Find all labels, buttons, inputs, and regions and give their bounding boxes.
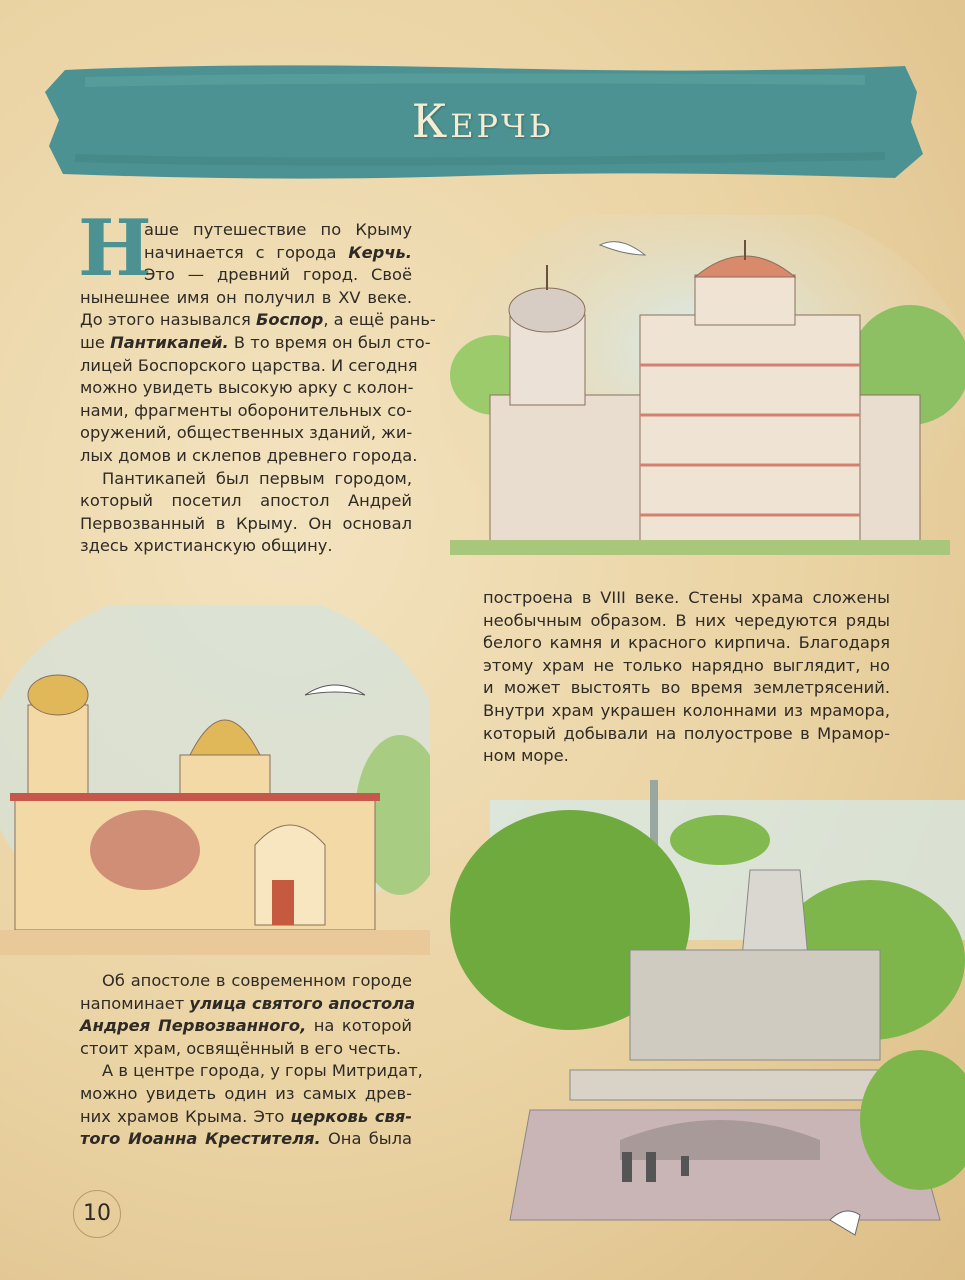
text-line bbox=[80, 309, 436, 332]
text-line bbox=[80, 445, 418, 468]
text-line bbox=[80, 993, 416, 1016]
text-line bbox=[80, 422, 412, 445]
text-segment: необычным образом. В них чередуются ряды bbox=[483, 610, 890, 630]
text-segment: Внутри храм украшен колоннами из мрамора, bbox=[483, 700, 890, 720]
text-segment: них храмов Крыма. Это bbox=[80, 1106, 291, 1126]
text-segment: Первозванный в Крыму. Он основал bbox=[80, 513, 412, 533]
text-line bbox=[80, 1015, 412, 1038]
page-title: Керчь bbox=[411, 94, 554, 148]
text-segment: этому храм не только нарядно выглядит, но bbox=[483, 655, 890, 675]
text-line bbox=[80, 1038, 412, 1061]
text-line bbox=[483, 587, 890, 610]
text-line bbox=[80, 535, 412, 558]
text-line bbox=[80, 468, 412, 491]
text-segment: лицей Боспорского царства. И сегодня bbox=[80, 355, 418, 375]
text-segment: который добывали на полуострове в Мрамор- bbox=[483, 723, 890, 743]
drop-cap: Н bbox=[78, 203, 152, 294]
church-description-text bbox=[483, 587, 890, 768]
text-segment: ном море. bbox=[483, 746, 569, 766]
text-segment: Она была bbox=[320, 1129, 412, 1149]
mithridates-stairs-illustration bbox=[450, 780, 965, 1250]
text-segment: который посетил апостол Андрей bbox=[80, 491, 412, 511]
text-segment: Пантикапей был первым городом, bbox=[102, 468, 412, 488]
text-segment: ше bbox=[80, 332, 111, 352]
text-segment: Об апостоле в современном городе bbox=[102, 971, 412, 990]
text-segment: В то время он был сто- bbox=[228, 332, 431, 352]
text-segment: стоит храм, освящённый в его честь. bbox=[80, 1038, 402, 1058]
church-andrew-illustration bbox=[0, 605, 430, 955]
text-line bbox=[80, 377, 412, 400]
text-segment: нынешнее имя он получил в XV веке. bbox=[80, 287, 412, 307]
emphasized-term: Пантикапей. bbox=[110, 332, 229, 352]
text-line bbox=[483, 632, 890, 655]
text-segment: аше путешествие по Крыму bbox=[144, 220, 412, 239]
text-segment: напоминает bbox=[80, 993, 190, 1013]
text-line bbox=[80, 513, 412, 536]
intro-text bbox=[80, 219, 436, 558]
text-line bbox=[80, 219, 412, 242]
text-segment: и может выстоять во время землетрясений. bbox=[483, 678, 890, 698]
text-line bbox=[80, 355, 418, 378]
text-segment: на которой bbox=[306, 1016, 412, 1036]
text-line bbox=[483, 700, 890, 723]
text-line bbox=[80, 490, 412, 513]
emphasized-term: церковь свя- bbox=[290, 1106, 412, 1126]
text-segment: построена в VIII веке. Стены храма сложены bbox=[483, 588, 890, 607]
text-segment: можно увидеть высокую арку с колон- bbox=[80, 378, 414, 398]
text-line bbox=[80, 242, 412, 265]
text-line bbox=[80, 400, 412, 423]
text-segment: начинается с города bbox=[144, 242, 349, 262]
text-segment: белого камня и красного кирпича. Благодаря bbox=[483, 633, 890, 653]
text-segment: оружений, общественных зданий, жи- bbox=[80, 423, 413, 443]
text-line bbox=[80, 287, 412, 310]
emphasized-term: того Иоанна Крестителя. bbox=[80, 1129, 321, 1149]
text-segment: лых домов и склепов древнего города. bbox=[80, 445, 418, 465]
text-line bbox=[483, 723, 890, 746]
text-line bbox=[80, 1106, 412, 1129]
page-number: 10 bbox=[73, 1190, 121, 1238]
text-line bbox=[80, 1083, 412, 1106]
text-line bbox=[80, 1128, 412, 1151]
emphasized-term: Андрея Первозванного, bbox=[80, 1016, 307, 1036]
text-segment: нами, фрагменты оборонительных со- bbox=[80, 400, 412, 420]
text-line bbox=[483, 610, 890, 633]
text-segment: До этого назывался bbox=[80, 310, 256, 330]
church-john-baptist-illustration bbox=[440, 215, 965, 575]
text-line bbox=[80, 264, 412, 287]
text-line bbox=[80, 332, 431, 355]
text-line bbox=[80, 1060, 423, 1083]
emphasized-term: улица святого апостола bbox=[189, 993, 416, 1013]
emphasized-term: Керчь. bbox=[348, 242, 412, 262]
text-segment: Это — древний город. Своё bbox=[144, 265, 412, 285]
text-segment: , а ещё рань- bbox=[323, 310, 436, 330]
text-line bbox=[80, 970, 412, 993]
text-line bbox=[483, 655, 890, 678]
text-line bbox=[483, 745, 890, 768]
text-line bbox=[483, 677, 890, 700]
text-segment: А в центре города, у горы Митридат, bbox=[102, 1061, 423, 1081]
apostle-street-text bbox=[80, 970, 423, 1151]
emphasized-term: Боспор bbox=[255, 310, 324, 330]
text-segment: можно увидеть один из самых древ- bbox=[80, 1083, 412, 1103]
text-segment: здесь христианскую общину. bbox=[80, 536, 333, 556]
